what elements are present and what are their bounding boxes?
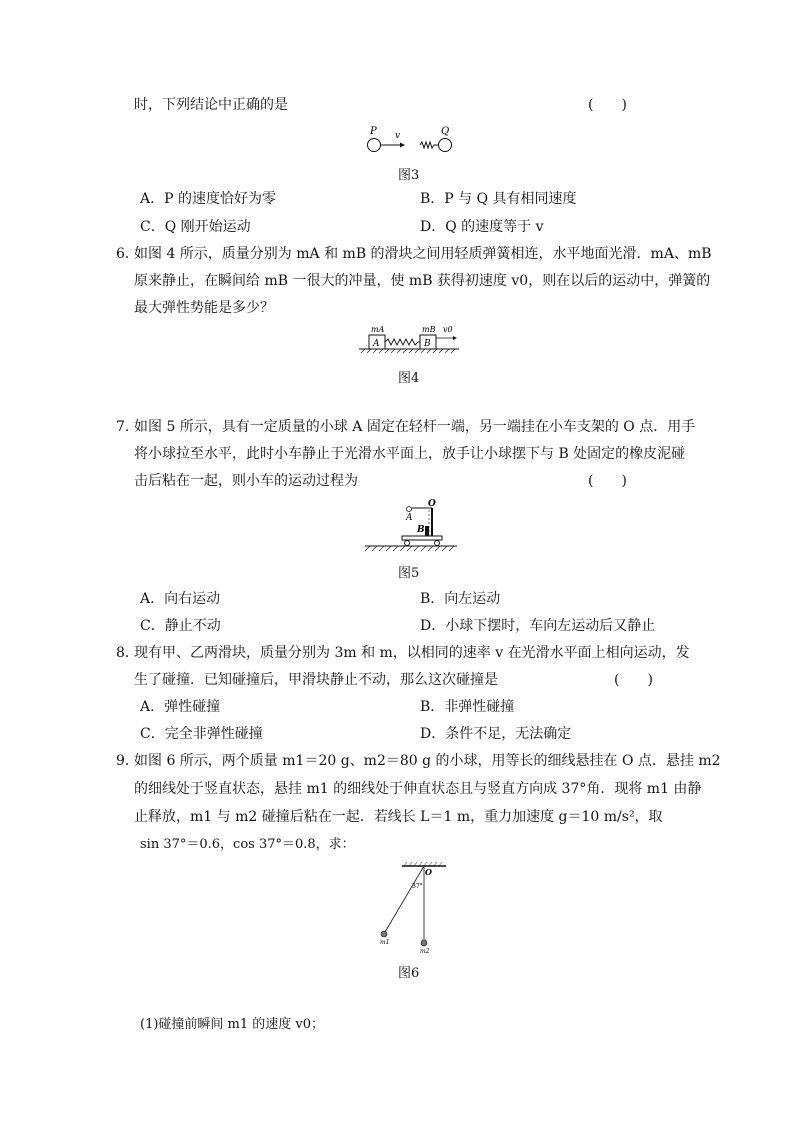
question-7-number: 7．	[116, 419, 139, 435]
label-p: P	[370, 126, 377, 137]
question-8-number: 8．	[116, 645, 139, 661]
option-a: A．向右运动	[140, 591, 221, 607]
label-q: Q	[441, 126, 450, 137]
spring	[385, 339, 420, 345]
question-6-line3: 最大弹性势能是多少？	[134, 300, 274, 316]
figure-3-caption: 图3	[398, 168, 420, 183]
clay-b	[425, 526, 429, 536]
label-angle: 37°	[412, 883, 423, 890]
question-9-line3: 止释放，m1 与 m2 碰撞后粘在一起．若线长 L＝1 m，重力加速度 g＝10 m/s²，取	[134, 809, 663, 825]
question-continuation: 时，下列结论中正确的是	[134, 97, 288, 113]
option-b: B．P 与 Q 具有相同速度	[420, 191, 577, 207]
cart	[402, 536, 442, 540]
option-c: C．完全非弹性碰撞	[140, 726, 263, 742]
question-7-line1: 如图 5 所示，具有一定质量的小球 A 固定在轻杆一端，另一端挂在小车支架的 O 点．用手	[134, 419, 696, 435]
svg-text:A: A	[373, 339, 380, 349]
question-7-line2: 将小球拉至水平，此时小车静止于光滑水平面上，放手让小球摆下与 B 处固定的橡皮泥碰	[134, 446, 686, 462]
question-8-line1: 现有甲、乙两滑块，质量分别为 3m 和 m，以相同的速率 v 在光滑水平面上相向运动，发	[134, 645, 690, 661]
label-a: A	[406, 513, 413, 523]
label-m1: m1	[380, 939, 390, 946]
label-m2: m2	[420, 948, 430, 955]
option-d: D．条件不足，无法确定	[420, 726, 572, 742]
option-b: B．向左运动	[420, 591, 501, 607]
label-o: O	[428, 499, 436, 509]
ball-p	[368, 139, 381, 152]
answer-bracket: ( )	[588, 473, 627, 489]
question-8-line2: 生了碰撞．已知碰撞后，甲滑块静止不动，那么这次碰撞是	[134, 672, 498, 688]
option-c: C．Q 刚开始运动	[140, 219, 251, 235]
label-b: B	[417, 525, 425, 535]
figure-4-caption: 图4	[398, 371, 420, 386]
label-o: O	[425, 867, 432, 877]
question-9-line2: 的细线处于竖直状态，悬挂 m1 的细线处于伸直状态且与竖直方向成 37°角．现将 m1 由静	[134, 781, 702, 797]
label-v0: v0	[443, 325, 453, 334]
svg-text:B: B	[424, 339, 431, 349]
string-m1	[385, 866, 424, 932]
figure-6	[372, 860, 452, 960]
question-6-line2: 原来静止，在瞬间给 mB 一很大的冲量，使 mB 获得初速度 v0，则在以后的运动中，弹簧的	[134, 273, 711, 289]
label-ma: mA	[371, 325, 385, 334]
label-v: v	[395, 131, 401, 141]
ball-a	[407, 507, 412, 512]
question-9-line1: 如图 6 所示，两个质量 m1＝20 g、m2＝80 g 的小球，用等长的细线悬挂在 O 点．悬挂 m2	[134, 753, 721, 769]
option-d: D．小球下摆时，车向左运动后又静止	[420, 618, 656, 634]
figure-3	[360, 124, 460, 156]
option-a: A．P 的速度恰好为零	[140, 191, 276, 207]
option-a: A．弹性碰撞	[140, 699, 221, 715]
question-9-line4: sin 37°＝0.6，cos 37°＝0.8，求：	[140, 837, 355, 852]
option-c: C．静止不动	[140, 618, 221, 634]
ball-m1	[381, 931, 387, 937]
question-7-line3: 击后粘在一起，则小车的运动过程为	[134, 473, 358, 489]
question-6-line1: 如图 4 所示，质量分别为 mA 和 mB 的滑块之间用轻质弹簧相连，水平地面光滑．mA、mB	[134, 246, 712, 262]
question-9-sub1: (1)碰撞前瞬间 m1 的速度 v0；	[140, 1017, 325, 1032]
option-d: D．Q 的速度等于 v	[420, 219, 544, 235]
answer-bracket: ( )	[614, 672, 653, 688]
question-9-number: 9.	[116, 753, 130, 769]
figure-5	[360, 496, 460, 554]
label-mb: mB	[422, 325, 436, 334]
spring	[420, 142, 438, 148]
ball-q	[439, 139, 452, 152]
question-6-number: 6．	[116, 246, 139, 262]
answer-bracket: ( )	[588, 97, 627, 113]
figure-5-caption: 图5	[398, 566, 420, 581]
option-b: B．非弹性碰撞	[420, 699, 515, 715]
ball-m2	[421, 940, 427, 946]
figure-6-caption: 图6	[398, 966, 420, 981]
figure-4	[355, 323, 465, 359]
